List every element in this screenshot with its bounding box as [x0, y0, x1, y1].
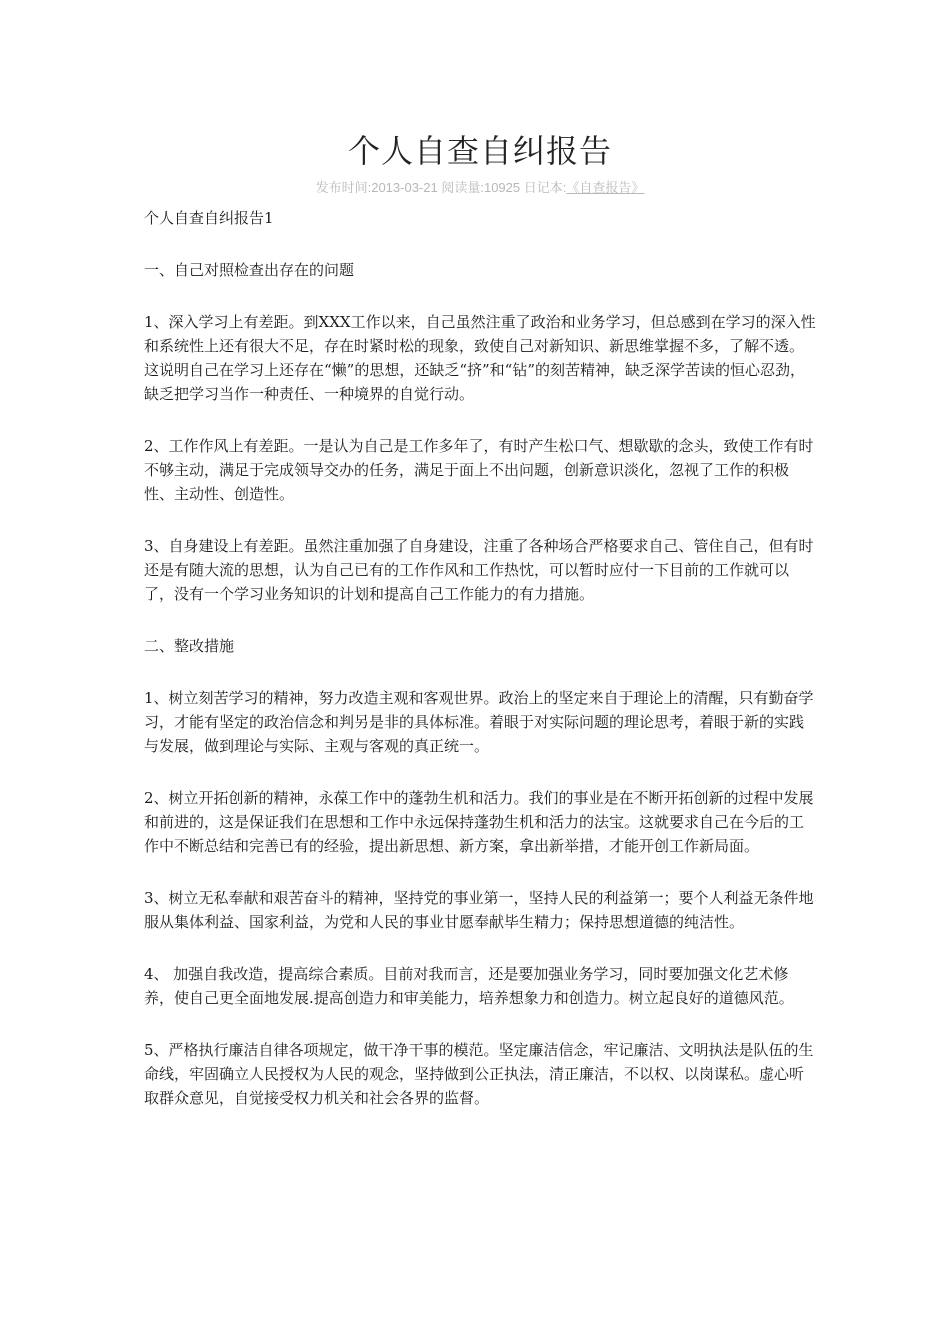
post-meta	[144, 180, 816, 196]
paragraph-measure-2: 2、树立开拓创新的精神，永葆工作中的蓬勃生机和活力。我们的事业是在不断开拓创新的过程中发展和前进的，这是保证我们在思想和工作中永远保持蓬勃生机和活力的法宝。这就要求自己在今后的工作中不断总结和完善已有的经验，提出新思想、新方案，拿出新举措，才能开创工作新局面。	[144, 789, 814, 855]
section-heading-problems: 一、自己对照检查出存在的问题	[144, 261, 355, 279]
reads-count: 10925	[483, 180, 521, 195]
paragraph-measure-5: 5、严格执行廉洁自律各项规定，做干净干事的模范。坚定廉洁信念，牢记廉洁、文明执法是队伍的生命线，牢固确立人民授权为人民的观念，坚持做到公正执法，清正廉洁，不以权、以岗谋私。虚心听取群众意见，自觉接受权力机关和社会各界的监督。	[144, 1041, 814, 1107]
report-subtitle: 个人自查自纠报告1	[144, 209, 274, 227]
reads-label: 阅读量:	[441, 180, 484, 195]
notebook-label: 日记本:	[523, 180, 567, 195]
section-heading-measures: 二、整改措施	[144, 637, 235, 655]
published-date: 2013-03-21	[371, 180, 438, 195]
page-title: 个人自查自纠报告	[347, 132, 612, 170]
article-body	[144, 206, 816, 1110]
paragraph-measure-3: 3、树立无私奉献和艰苦奋斗的精神，坚持党的事业第一，坚持人民的利益第一；要个人利益无条件地服从集体利益、国家利益，为党和人民的事业甘愿奉献毕生精力；保持思想道德的纯洁性。	[144, 889, 814, 931]
paragraph-problem-3: 3、自身建设上有差距。虽然注重加强了自身建设，注重了各种场合严格要求自己、管住自己，但有时还是有随大流的思想，认为自己已有的工作作风和工作热忱，可以暂时应付一下目前的工作就可以了，没有一个学习业务知识的计划和提高自己工作能力的有力措施。	[144, 537, 814, 603]
paragraph-measure-1: 1、树立刻苦学习的精神，努力改造主观和客观世界。政治上的坚定来自于理论上的清醒，只有勤奋学习，才能有坚定的政治信念和判另是非的具体标准。着眼于对实际问题的理论思考，着眼于新的实践与发展，做到理论与实际、主观与客观的真正统一。	[144, 689, 814, 755]
published-label: 发布时间:	[315, 180, 372, 195]
paragraph-problem-1: 1、深入学习上有差距。到XXX工作以来，自己虽然注重了政治和业务学习，但总感到在学习的深入性和系统性上还有很大不足，存在时紧时松的现象，致使自己对新知识、新思维掌握不多，了解不透。这说明自己在学习上还存在“懒”的思想，还缺乏“挤”和“钻”的刻苦精神，缺乏深学苦读的恒心忍劲，缺乏把学习当作一种责任、一种境界的自觉行动。	[144, 313, 816, 403]
paragraph-measure-4: 4、 加强自我改造，提高综合素质。目前对我而言，还是要加强业务学习，同时要加强文化艺术修养，使自己更全面地发展.提高创造力和审美能力，培养想象力和创造力。树立起良好的道德风范。	[144, 965, 794, 1007]
paragraph-problem-2: 2、工作作风上有差距。一是认为自己是工作多年了，有时产生松口气、想歇歇的念头，致使工作有时不够主动，满足于完成领导交办的任务，满足于面上不出问题，创新意识淡化，忽视了工作的积极性、主动性、创造性。	[144, 437, 814, 503]
notebook-link[interactable]: 《自查报告》	[566, 180, 645, 195]
